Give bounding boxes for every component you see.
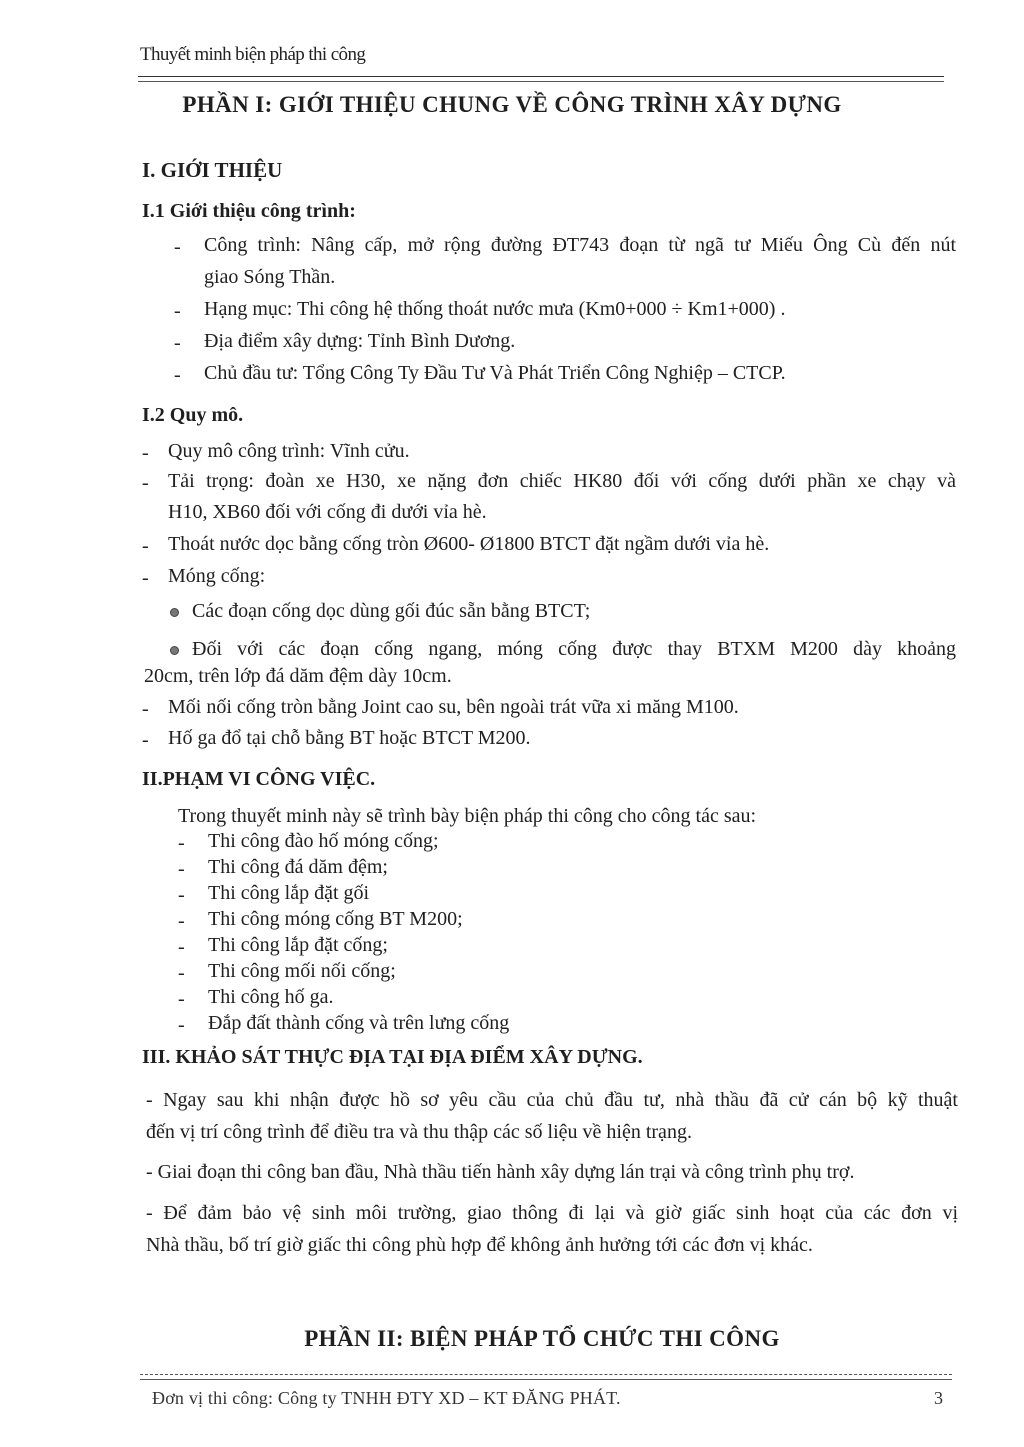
section2-intro: Trong thuyết minh này sẽ trình bày biện pháp thi công cho công tác sau: [178, 805, 757, 827]
list-item: 20cm, trên lớp đá dăm đệm dày 10cm. [144, 665, 452, 687]
dash-marker: - [178, 884, 185, 906]
paragraph-line: - Giai đoạn thi công ban đầu, Nhà thầu tiến hành xây dựng lán trại và công trình phụ trợ. [146, 1161, 855, 1183]
page-number: 3 [934, 1388, 943, 1408]
list-item: Thoát nước dọc bằng cống tròn Ø600- Ø1800 BTCT đặt ngầm dưới vỉa hè. [168, 533, 770, 555]
footer-rule [140, 1374, 952, 1380]
subsection2-heading: I.2 Quy mô. [142, 404, 244, 426]
list-item: H10, XB60 đối với cống đi dưới vỉa hè. [168, 501, 487, 523]
dash-marker: - [142, 567, 149, 589]
section1-heading: I. GIỚI THIỆU [142, 158, 283, 182]
list-item: Mối nối cống tròn bằng Joint cao su, bên ngoài trát vữa xi măng M100. [168, 696, 739, 718]
dash-marker: - [174, 364, 181, 386]
dash-marker: - [174, 300, 181, 322]
bullet-icon [170, 608, 179, 617]
list-item: Đối với các đoạn cống ngang, móng cống được thay BTXM M200 dày khoảng [192, 638, 956, 660]
part1-title: PHẦN I: GIỚI THIỆU CHUNG VỀ CÔNG TRÌNH XÂY DỰNG [182, 92, 842, 117]
list-item: Đắp đất thành cống và trên lưng cống [208, 1012, 510, 1034]
dash-marker: - [178, 936, 185, 958]
dash-marker: - [178, 1014, 185, 1036]
list-item: Thi công đá dăm đệm; [208, 856, 388, 878]
section2-heading: II.PHẠM VI CÔNG VIỆC. [142, 768, 376, 790]
running-header: Thuyết minh biện pháp thi công [140, 44, 366, 65]
list-item: Thi công lắp đặt gối [208, 882, 370, 904]
list-item: Công trình: Nâng cấp, mở rộng đường ĐT743 đoạn từ ngã tư Miếu Ông Cù đến nút [204, 234, 956, 256]
bullet-icon [170, 646, 179, 655]
dash-marker: - [142, 729, 149, 751]
section3-heading: III. KHẢO SÁT THỰC ĐỊA TẠI ĐỊA ĐIỂM XÂY DỰNG. [142, 1046, 643, 1068]
paragraph-line: Nhà thầu, bố trí giờ giấc thi công phù hợp để không ảnh hưởng tới các đơn vị khác. [146, 1234, 813, 1256]
list-item: Thi công hố ga. [208, 986, 334, 1008]
list-item: Hố ga đổ tại chỗ bằng BT hoặc BTCT M200. [168, 727, 531, 749]
dash-marker: - [174, 236, 181, 258]
paragraph-line: - Để đảm bảo vệ sinh môi trường, giao thông đi lại và giờ giấc sinh hoạt của các đơn vị [146, 1202, 958, 1224]
list-item: Móng cống: [168, 565, 266, 587]
list-item: Thi công móng cống BT M200; [208, 908, 463, 930]
list-item: Tải trọng: đoàn xe H30, xe nặng đơn chiếc HK80 đối với cống dưới phần xe chạy và [168, 470, 956, 492]
dash-marker: - [142, 442, 149, 464]
dash-marker: - [174, 332, 181, 354]
dash-marker: - [178, 858, 185, 880]
part2-title: PHẦN II: BIỆN PHÁP TỔ CHỨC THI CÔNG [304, 1326, 780, 1351]
header-rule [138, 76, 944, 82]
list-item: Thi công lắp đặt cống; [208, 934, 388, 956]
dash-marker: - [142, 535, 149, 557]
list-item: Thi công đào hố móng cống; [208, 830, 439, 852]
dash-marker: - [142, 698, 149, 720]
dash-marker: - [178, 988, 185, 1010]
dash-marker: - [178, 962, 185, 984]
paragraph-line: đến vị trí công trình để điều tra và thu thập các số liệu về hiện trạng. [146, 1121, 692, 1143]
paragraph-line: - Ngay sau khi nhận được hồ sơ yêu cầu của chủ đầu tư, nhà thầu đã cử cán bộ kỹ thuật [146, 1089, 958, 1111]
dash-marker: - [178, 832, 185, 854]
list-item: Thi công mối nối cống; [208, 960, 396, 982]
list-item: giao Sóng Thần. [204, 266, 336, 288]
list-item: Chủ đầu tư: Tổng Công Ty Đầu Tư Và Phát Triển Công Nghiệp – CTCP. [204, 362, 786, 384]
dash-marker: - [142, 472, 149, 494]
list-item: Các đoạn cống dọc dùng gối đúc sẵn bằng BTCT; [192, 600, 591, 622]
list-item: Quy mô công trình: Vĩnh cửu. [168, 440, 410, 462]
list-item: Hạng mục: Thi công hệ thống thoát nước mưa (Km0+000 ÷ Km1+000) . [204, 298, 786, 320]
list-item: Địa điểm xây dựng: Tỉnh Bình Dương. [204, 330, 516, 352]
subsection1-heading: I.1 Giới thiệu công trình: [142, 200, 356, 222]
footer-contractor: Đơn vị thi công: Công ty TNHH ĐTY XD – KT ĐĂNG PHÁT. [152, 1388, 621, 1408]
dash-marker: - [178, 910, 185, 932]
